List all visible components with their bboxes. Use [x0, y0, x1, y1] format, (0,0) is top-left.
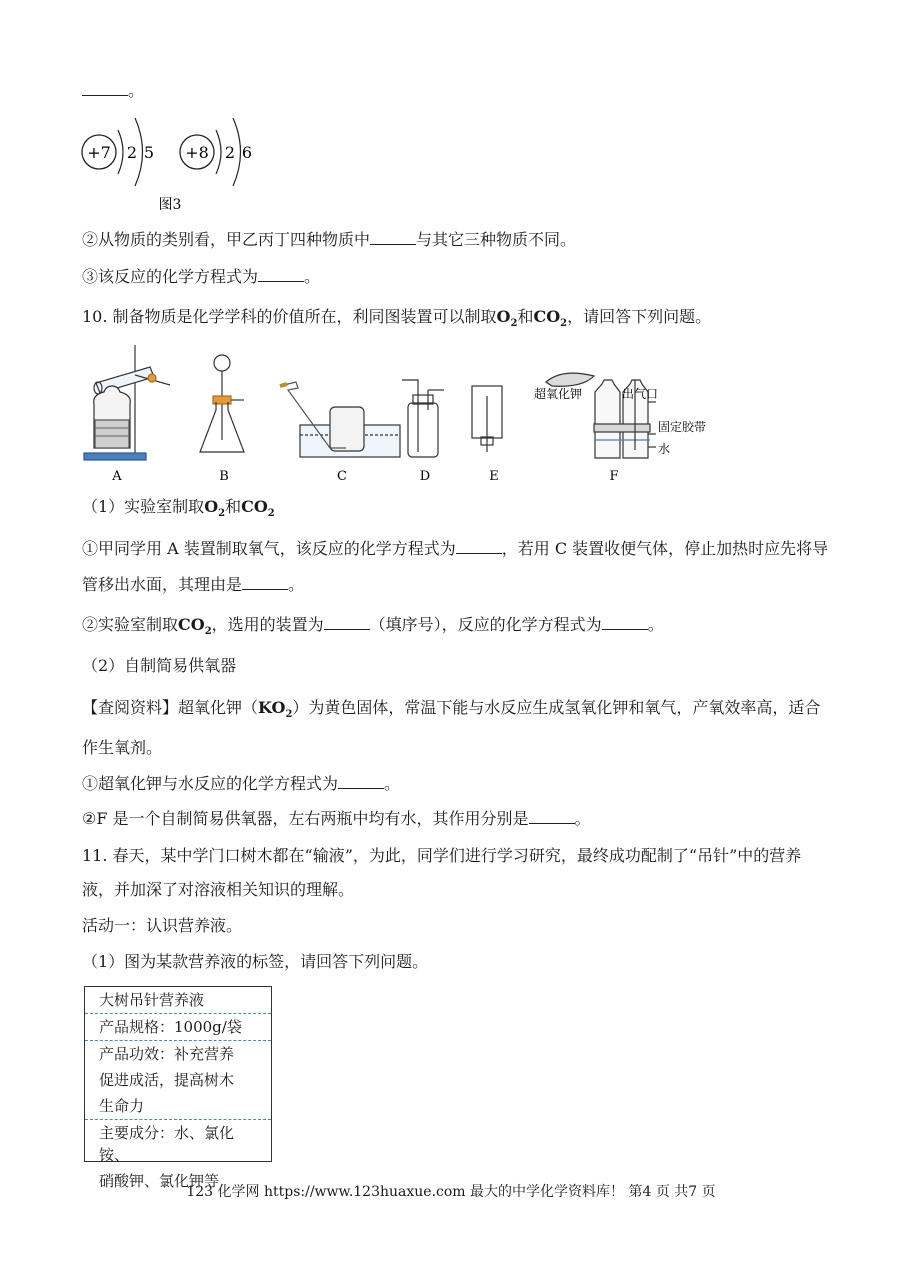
f-label-tape: 固定胶带 — [658, 420, 707, 434]
answer-blank — [370, 230, 416, 245]
question-11-line1: 11. 春天，某中学门口树木都在“输液”，为此，同学们进行学习研究，最终成功配制了“吊针”中的营养 — [82, 846, 802, 865]
page-footer: 123 化学网 https://www.123huaxue.com 最大的中学化学资料库！ 第4 页 共7 页 — [186, 1184, 716, 1200]
atom-nitrogen — [82, 118, 154, 186]
label-f: F — [609, 469, 619, 484]
atom-structure-figure — [80, 112, 280, 214]
label-effect-3: 生命力 — [85, 1093, 271, 1120]
f-label-outlet: 出气口 — [622, 387, 659, 401]
info-paragraph-a: 【查阅资料】超氧化钾$(KO_2)$为黄色固体，常温下能与水反应生成氢氧化钾和氧气，产氧效率高，适合 — [82, 698, 821, 721]
shell-electrons-2b: 6 — [241, 143, 253, 162]
label-c: C — [337, 469, 347, 484]
answer-blank — [529, 809, 575, 824]
label-spec: 产品规格：1000g/袋 — [85, 1014, 271, 1041]
label-ingredients-2: 硝酸钾、氯化钾等 — [99, 1172, 220, 1190]
answer-blank — [82, 81, 128, 96]
question-10-1-1a: ①甲同学用 A 装置制取氧气，该反应的化学方程式为 ，若用 C 装置收便气体，停止加热时应先将导 — [82, 539, 829, 558]
info-paragraph-b: 作生氧剂。 — [82, 738, 163, 757]
answer-blank — [338, 774, 384, 789]
label-ingredients-1: 主要成分：水、氯化铵、 — [99, 1124, 235, 1164]
question-9-2: ②从物质的类别看，甲乙丙丁四种物质中 与其它三种物质不同。 — [82, 230, 577, 249]
answer-blank — [456, 539, 502, 554]
apparatus-c — [280, 382, 400, 457]
question-10-part1: （1）实验室制取$O_2$和$CO_2$ — [82, 497, 275, 520]
label-d: D — [419, 469, 431, 484]
question-10-2-2: ②F 是一个自制简易供氧器，左右两瓶中均有水，其作用分别是 。 — [82, 809, 591, 828]
apparatus-b — [200, 355, 244, 452]
label-b: B — [219, 469, 229, 484]
question-10-part2: （2）自制简易供氧器 — [82, 656, 237, 675]
apparatus-e — [472, 386, 502, 452]
answer-blank — [602, 615, 648, 630]
shell-electrons-1b: 5 — [143, 143, 155, 162]
question-10-2-1: ①超氧化钾与水反应的化学方程式为 。 — [82, 774, 401, 793]
shell-electrons-2a: 2 — [224, 143, 236, 162]
apparatus-f — [546, 373, 659, 458]
question-11-sub1: （1）图为某款营养液的标签，请回答下列问题。 — [82, 952, 429, 971]
atom-oxygen — [180, 118, 252, 186]
nucleus-charge-2: +8 — [185, 143, 209, 162]
question-10-intro: 10. 制备物质是化学学科的价值所在，利同图装置可以制取$O_2$和$CO_2$，请回答下列问题。 — [82, 307, 712, 330]
label-effect-2: 促进成活，提高树木 — [99, 1071, 235, 1089]
shell-electrons-1a: 2 — [126, 143, 138, 162]
question-9-3: ③该反应的化学方程式为 。 — [82, 267, 321, 286]
label-effect-1: 产品功效：补充营养 — [99, 1045, 235, 1063]
formula-ko2: $KO_2$ — [258, 698, 293, 721]
figure-caption: 图3 — [158, 197, 182, 213]
question-11-line2: 液，并加深了对溶液相关知识的理解。 — [82, 880, 355, 899]
question-10-1-1b: 管移出水面，其理由是 。 — [82, 575, 305, 594]
f-label-ko2: 超氧化钾 — [534, 387, 583, 401]
label-a: A — [112, 469, 122, 484]
top-answer-line: 。 — [82, 80, 144, 102]
nucleus-charge-1: +7 — [87, 143, 111, 162]
question-10-1-2: ②实验室制取$CO_2$，选用的装置为 （填序号），反应的化学方程式为 。 — [82, 615, 664, 638]
label-title: 大树吊针营养液 — [85, 987, 271, 1014]
apparatus-figure — [82, 340, 722, 490]
activity-heading: 活动一：认识营养液。 — [82, 916, 243, 935]
formula-co2: $CO_2$ — [533, 307, 568, 330]
apparatus-d — [402, 380, 444, 457]
f-label-water: 水 — [658, 442, 671, 456]
answer-blank — [324, 615, 370, 630]
formula-o2: $O_2$ — [496, 307, 518, 330]
apparatus-a — [84, 345, 170, 460]
label-e: E — [489, 469, 499, 484]
answer-blank — [258, 267, 304, 282]
nutrient-label — [84, 986, 272, 1190]
answer-blank — [242, 575, 288, 590]
